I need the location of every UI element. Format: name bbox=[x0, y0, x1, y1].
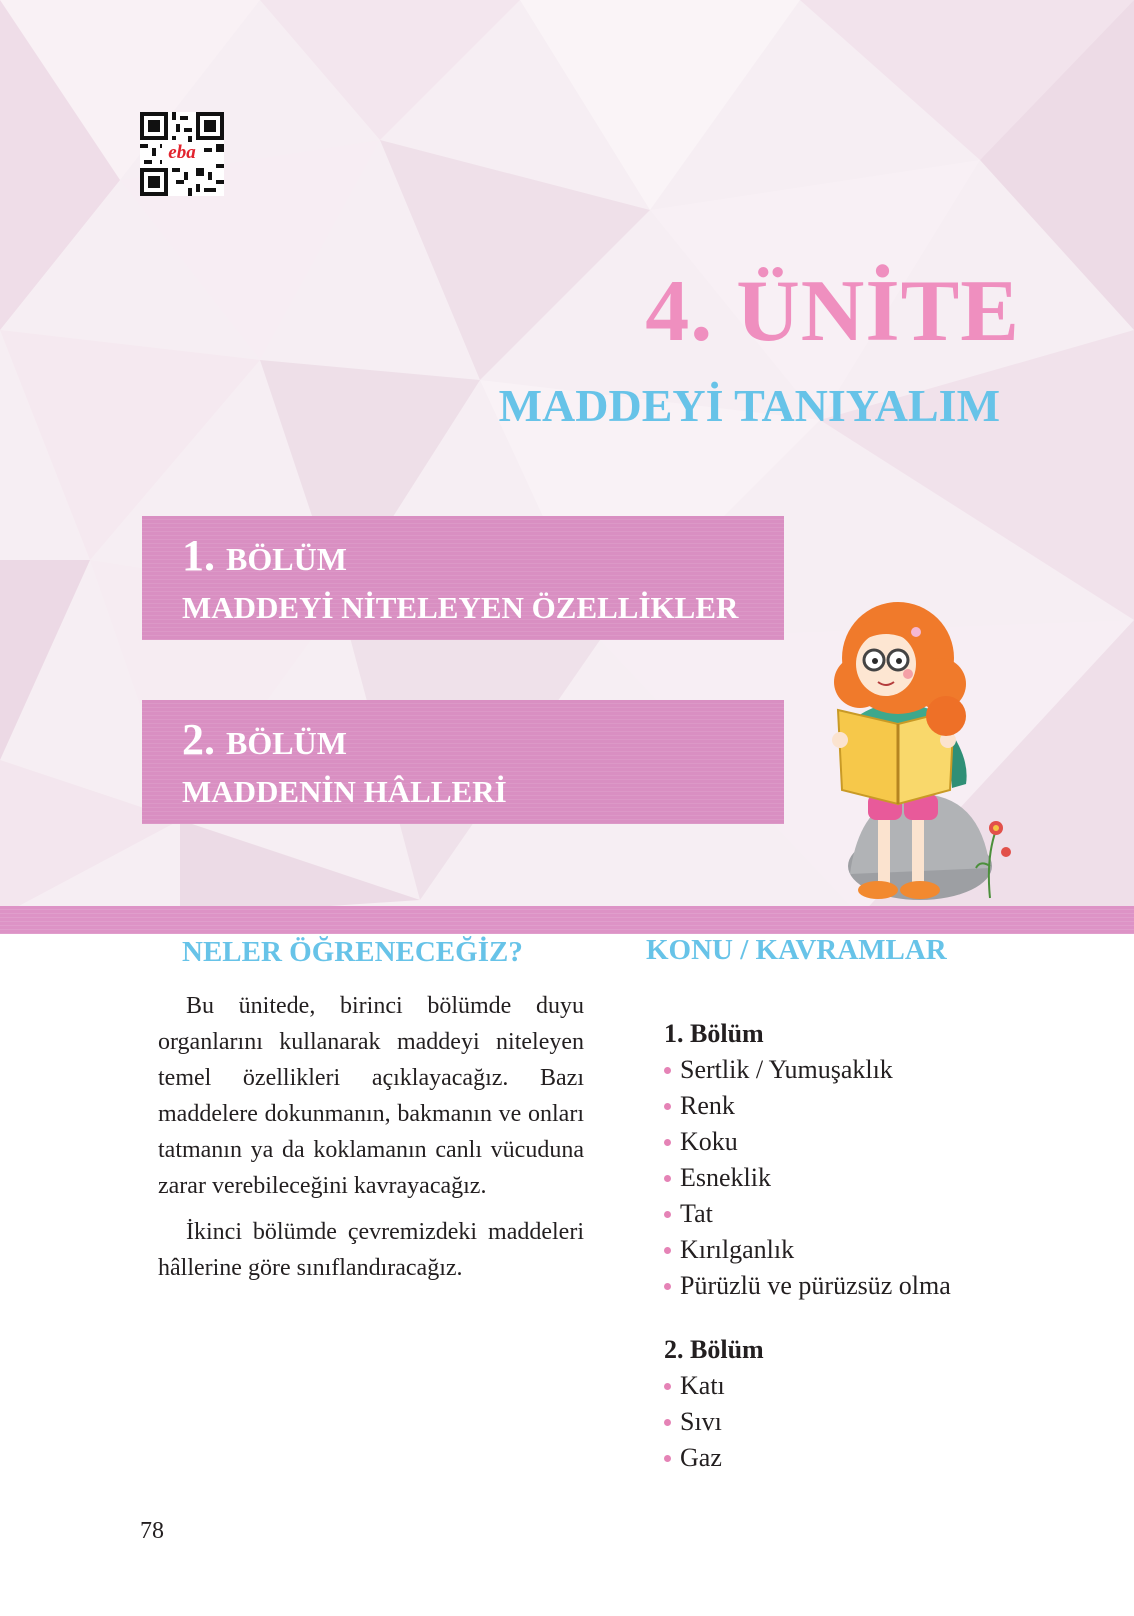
concept-item: Kırılganlık bbox=[664, 1232, 1004, 1268]
concept-item: Esneklik bbox=[664, 1160, 1004, 1196]
section-name: MADDEYİ NİTELEYEN ÖZELLİKLER bbox=[182, 590, 739, 625]
bullet-icon bbox=[664, 1103, 671, 1110]
concept-item: Renk bbox=[664, 1088, 1004, 1124]
concepts-heading: KONU / KAVRAMLAR bbox=[646, 934, 947, 966]
eba-logo: eba bbox=[162, 142, 202, 164]
section-label: BÖLÜM bbox=[226, 541, 347, 577]
concept-item: Gaz bbox=[664, 1440, 1004, 1476]
bullet-icon bbox=[664, 1247, 671, 1254]
qr-code[interactable] bbox=[140, 112, 224, 196]
bullet-icon bbox=[664, 1283, 671, 1290]
bullet-icon bbox=[664, 1455, 671, 1462]
learn-heading: NELER ÖĞRENECEĞİZ? bbox=[182, 936, 523, 968]
concept-section-title: 2. Bölüm bbox=[664, 1335, 764, 1364]
concept-item: Katı bbox=[664, 1368, 1004, 1404]
bullet-icon bbox=[664, 1175, 671, 1182]
concept-item: Sıvı bbox=[664, 1404, 1004, 1440]
section-name: MADDENİN HÂLLERİ bbox=[182, 774, 507, 809]
bullet-icon bbox=[664, 1383, 671, 1390]
learn-paragraph-2: İkinci bölümde çevremizdeki maddeleri hâllerine göre sınıflandıracağız. bbox=[158, 1219, 584, 1281]
section-box-1 bbox=[142, 516, 784, 640]
section-number-line bbox=[182, 530, 347, 585]
section-box-2 bbox=[142, 700, 784, 824]
concept-section-title: 1. Bölüm bbox=[664, 1019, 764, 1048]
girl-reading-illustration bbox=[820, 598, 1030, 918]
unit-subtitle: MADDEYİ TANIYALIM bbox=[498, 380, 1000, 431]
unit-title: 4. ÜNİTE bbox=[645, 263, 1020, 360]
concept-item: Sertlik / Yumuşaklık bbox=[664, 1052, 1004, 1088]
learn-text bbox=[158, 988, 584, 1286]
bullet-icon bbox=[664, 1419, 671, 1426]
concept-item: Tat bbox=[664, 1196, 1004, 1232]
section-label: BÖLÜM bbox=[226, 725, 347, 761]
concepts-list bbox=[664, 1016, 1004, 1476]
section-number: 1. bbox=[182, 531, 215, 580]
bullet-icon bbox=[664, 1211, 671, 1218]
bullet-icon bbox=[664, 1067, 671, 1074]
section-number: 2. bbox=[182, 715, 215, 764]
bullet-icon bbox=[664, 1139, 671, 1146]
section-number-line bbox=[182, 714, 347, 769]
concept-item: Pürüzlü ve pürüzsüz olma bbox=[664, 1268, 1004, 1304]
page-number: 78 bbox=[140, 1518, 164, 1544]
learn-paragraph-1: Bu ünitede, birinci bölümde duyu organlarını kullanarak maddeyi niteleyen temel özellikleri açıklayacağız. Bazı maddelere dokunmanın, bakmanın ve onları tatmanın ya da koklamanın canlı vücuduna zarar verebileceğini kavrayacağız. bbox=[158, 993, 584, 1199]
concept-item: Koku bbox=[664, 1124, 1004, 1160]
